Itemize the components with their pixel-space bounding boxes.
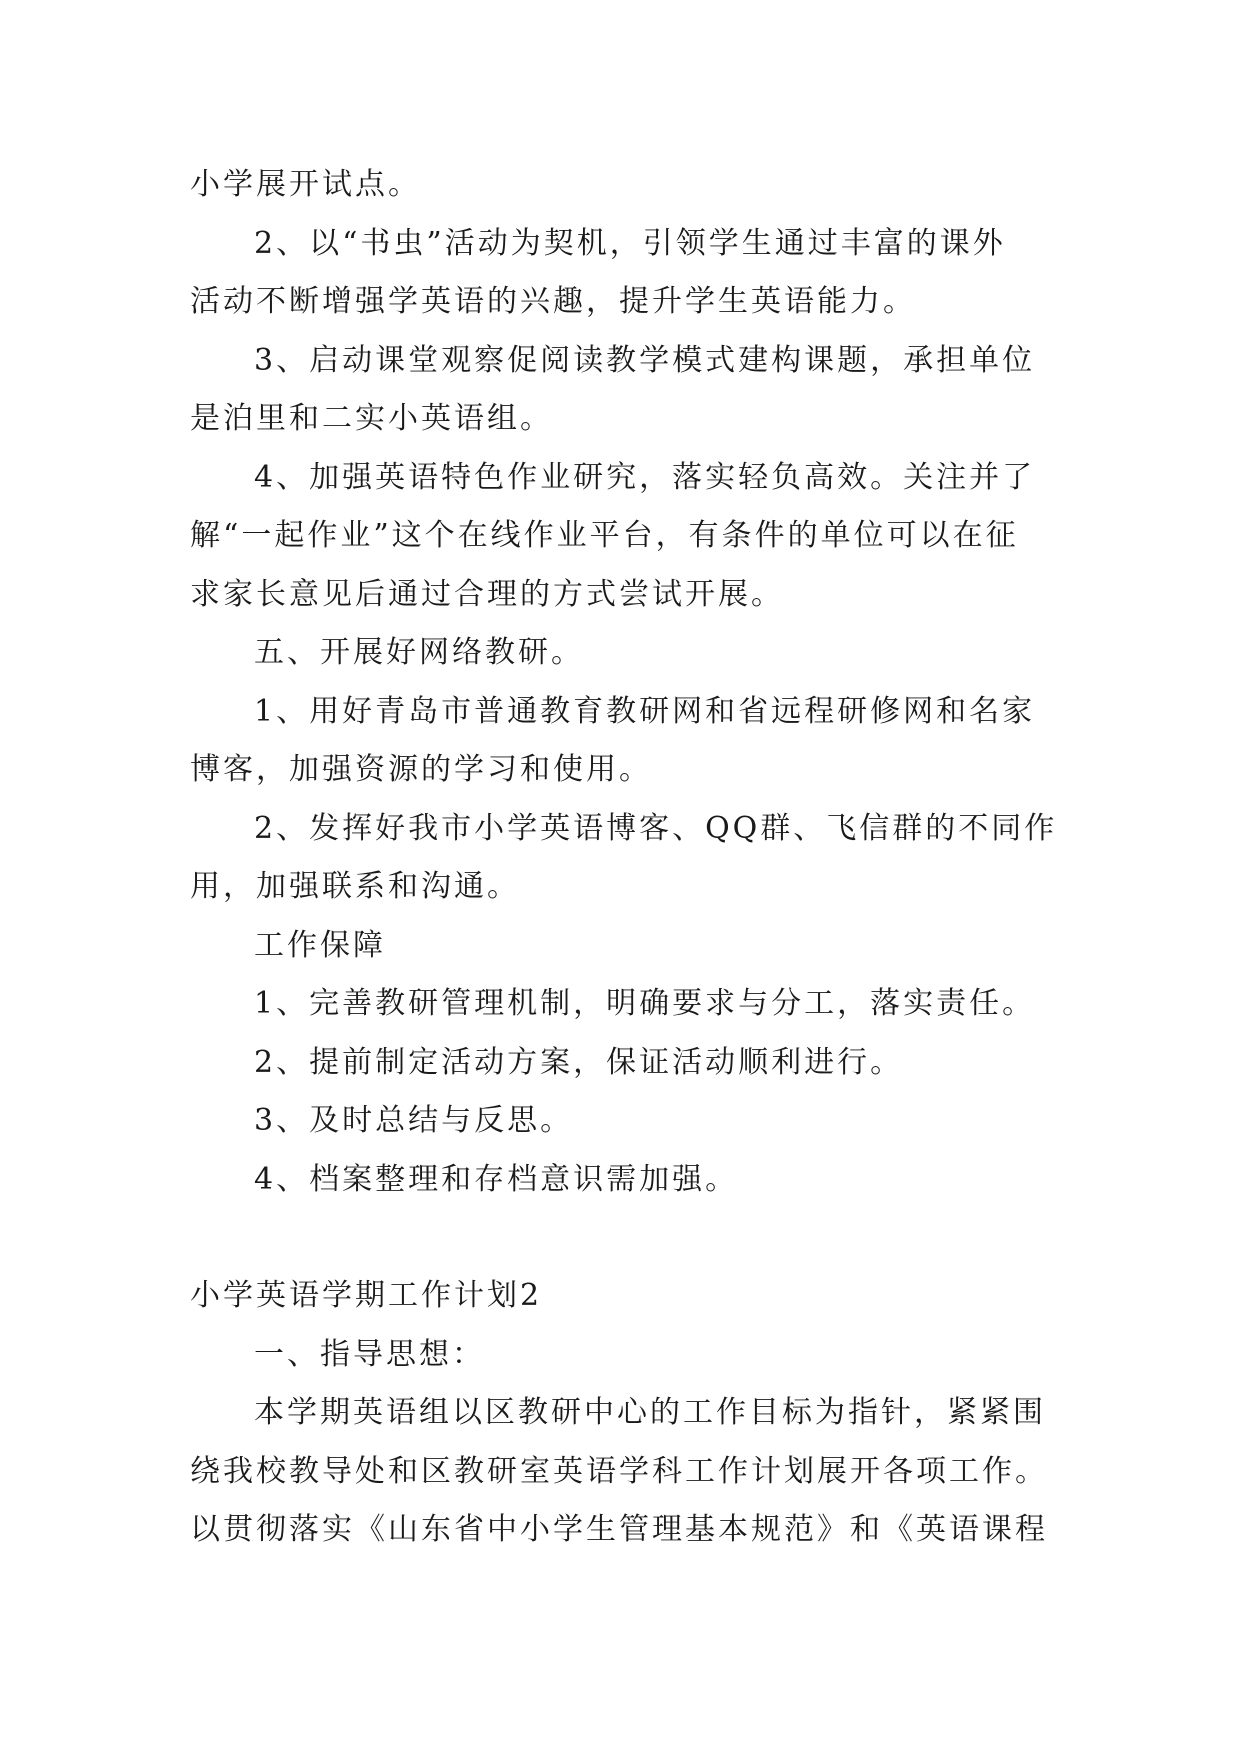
list-item: 1、完善教研管理机制，明确要求与分工，落实责任。: [254, 986, 1036, 1021]
paragraph-line: 2、发挥好我市小学英语博客、QQ群、飞信群的不同作: [254, 810, 1058, 846]
paragraph-line: 2、以“书虫”活动为契机，引领学生通过丰富的课外: [254, 225, 1006, 261]
section-heading: 一、指导思想：: [254, 1336, 485, 1372]
paragraph-line: 4、加强英语特色作业研究，落实轻负高效。关注并了: [254, 459, 1036, 495]
paragraph-line: 是泊里和二实小英语组。: [190, 401, 553, 436]
paragraph-line: 本学期英语组以区教研中心的工作目标为指针，紧紧围: [254, 1395, 1046, 1430]
section-heading: 工作保障: [254, 927, 386, 963]
document-title: 小学英语学期工作计划2: [190, 1278, 543, 1313]
list-item: 3、及时总结与反思。: [254, 1103, 574, 1138]
paragraph-line: 求家长意见后通过合理的方式尝试开展。: [190, 576, 784, 612]
paragraph-line: 用，加强联系和沟通。: [190, 869, 520, 904]
list-item: 2、提前制定活动方案，保证活动顺利进行。: [254, 1044, 904, 1080]
section-spacer: [190, 1209, 1060, 1267]
body-text: [190, 156, 1060, 1560]
paragraph-line: 1、用好青岛市普通教育教研网和省远程研修网和名家: [254, 693, 1036, 729]
paragraph-line: 3、启动课堂观察促阅读教学模式建构课题，承担单位: [254, 342, 1036, 378]
list-item: 4、档案整理和存档意识需加强。: [254, 1161, 739, 1197]
paragraph-line: 活动不断增强学英语的兴趣，提升学生英语能力。: [190, 284, 916, 319]
paragraph-line: 解“一起作业”这个在线作业平台，有条件的单位可以在征: [190, 518, 1019, 553]
paragraph-line: 小学展开试点。: [190, 167, 421, 202]
paragraph-line: 绕我校教导处和区教研室英语学科工作计划展开各项工作。: [190, 1453, 1048, 1489]
paragraph-line: 以贯彻落实《山东省中小学生管理基本规范》和《英语课程: [190, 1512, 1048, 1547]
paragraph-line: 博客，加强资源的学习和使用。: [190, 752, 652, 787]
section-heading: 五、开展好网络教研。: [254, 635, 584, 670]
